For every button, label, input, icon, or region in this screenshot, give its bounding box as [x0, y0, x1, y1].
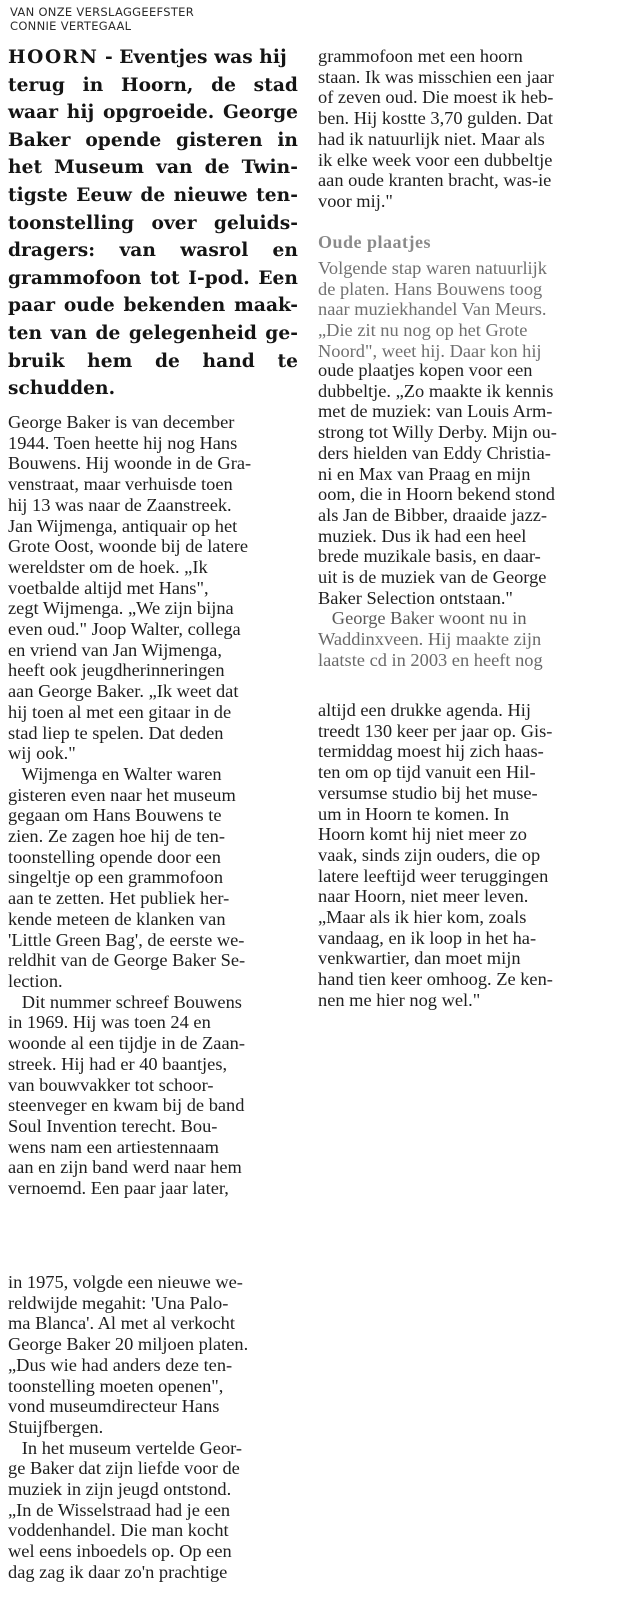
body-line: voddenhandel. Die man kocht [8, 1520, 229, 1541]
body-line: ge Baker dat zijn liefde voor de [8, 1458, 240, 1479]
body-line: grammofoon met een hoorn [318, 46, 523, 66]
body-line: versumse studio bij het muse- [318, 782, 538, 803]
body-line: oude plaatjes kopen voor een [318, 360, 533, 380]
body-line: aan George Baker. „Ik weet dat [8, 681, 239, 702]
body-line: Baker Selection ontstaan." [318, 587, 513, 608]
lead-line: waar hij opgroeide. George [8, 102, 298, 124]
body-line: ten om op tijd vanuit een Hil- [318, 762, 536, 783]
body-line: staan. Ik was misschien een jaar [318, 66, 554, 87]
body-line: had ik natuurlijk niet. Maar als [318, 128, 545, 149]
body-line: voetbalde altijd met Hans", [8, 577, 209, 598]
body-line: Bouwens. Hij woonde in de Gra- [8, 453, 252, 474]
body-line: even oud." Joop Walter, collega [8, 619, 241, 640]
right-column-middle [318, 360, 623, 671]
body-line: muziek in zijn jeugd ontstond. [8, 1479, 232, 1500]
body-line: George Baker 20 miljoen platen. [8, 1334, 249, 1355]
lead-line: Baker opende gisteren in [8, 129, 298, 151]
body-line: latere leeftijd weer teruggingen [318, 865, 549, 886]
body-line: de platen. Hans Bouwens toog [318, 278, 543, 299]
body-line: Wijmenga en Walter waren [8, 763, 222, 784]
body-line: „Maar als ik hier kom, zoals [318, 907, 527, 928]
body-line: Waddinxveen. Hij maakte zijn [318, 629, 542, 650]
dateline-place: HOORN [8, 47, 99, 68]
right-column-bottom [318, 700, 623, 1011]
body-line: in 1969. Hij was toen 24 en [8, 1012, 211, 1033]
body-line: gegaan om Hans Bouwens te [8, 805, 222, 826]
body-line: venkwartier, dan moet mijn [318, 948, 521, 969]
body-line: gisteren even naar het museum [8, 784, 236, 805]
body-line: Stuijfbergen. [8, 1416, 104, 1437]
body-line: 1944. Toen heette hij nog Hans [8, 432, 238, 453]
body-line: woonde al een tijdje in de Zaan- [8, 1033, 245, 1054]
body-line: naar muziekhandel Van Meurs. [318, 299, 547, 320]
body-line: Grote Oost, woonde bij de latere [8, 536, 249, 557]
body-line: wereldster om de hoek. „Ik [8, 556, 208, 577]
body-line: ma Blanca'. Al met al verkocht [8, 1313, 235, 1334]
body-line: dag zag ik daar zo'n prachtige [8, 1561, 228, 1582]
body-line: ik elke week voor een dubbeltje [318, 149, 553, 170]
body-line: George Baker is van december [8, 412, 235, 432]
body-line: toonstelling opende door een [8, 846, 221, 867]
body-line: vernoemd. Een paar jaar later, [8, 1178, 229, 1199]
body-line: oom, die in Hoorn bekend stond [318, 484, 556, 505]
left-column-body [8, 412, 298, 1199]
body-line: termiddag moest hij zich haas- [318, 741, 544, 762]
body-line: heeft ook jeugdherinneringen [8, 660, 225, 681]
byline-reporter-label: VAN ONZE VERSLAGGEEFSTER [10, 5, 195, 19]
body-line: als Jan de Bibber, draaide jazz- [318, 504, 548, 525]
body-line: hand tien keer omhoog. Ze ken- [318, 969, 553, 990]
body-line: en vriend van Jan Wijmenga, [8, 639, 222, 660]
body-line: lection. [8, 970, 63, 991]
lead-line: schudden. [8, 378, 116, 400]
body-line: wij ook." [8, 743, 76, 764]
body-line: strong tot Willy Derby. Mijn ou- [318, 422, 557, 443]
lead-line: tigste Eeuw de nieuwe ten- [8, 184, 298, 206]
body-line: uit is de muziek van de George [318, 567, 547, 588]
body-line: vond museumdirecteur Hans [8, 1396, 220, 1417]
body-line: in 1975, volgde een nieuwe we- [8, 1272, 243, 1292]
body-line: „Dus wie had anders deze ten- [8, 1354, 233, 1375]
body-line: „Die zit nu nog op het Grote [318, 320, 528, 341]
body-line: George Baker woont nu in [318, 608, 527, 629]
body-line: treedt 130 keer per jaar op. Gis- [318, 720, 553, 741]
article-lead [8, 44, 298, 403]
body-line: singeltje op een grammofoon [8, 867, 224, 888]
body-line: met de muziek: van Louis Arm- [318, 401, 553, 422]
body-line: vaak, sinds zijn ouders, die op [318, 844, 541, 865]
body-line: naar Hoorn, niet meer leven. [318, 886, 529, 907]
body-line: brede muzikale basis, en daar- [318, 546, 541, 567]
body-line: dubbeltje. „Zo maakte ik kennis [318, 380, 554, 401]
body-line: kende meteen de klanken van [8, 908, 226, 929]
body-line: aan en zijn band werd naar hem [8, 1157, 242, 1178]
lead-line: HOORN - Eventjes was hij [8, 47, 287, 68]
body-line: laatste cd in 2003 en heeft nog [318, 649, 543, 670]
body-line: ben. Hij kostte 3,70 gulden. Dat [318, 108, 553, 129]
body-line: reldhit van de George Baker Se- [8, 950, 246, 971]
body-line: Soul Invention terecht. Bou- [8, 1115, 218, 1136]
body-line: Hoorn komt hij niet meer zo [318, 824, 527, 845]
section-subheading: Oude plaatjes [318, 232, 432, 252]
body-line: van bouwvakker tot schoor- [8, 1074, 214, 1095]
body-line: Noord", weet hij. Daar kon hij [318, 340, 542, 361]
body-line: Dit nummer schreef Bouwens [8, 991, 242, 1012]
lead-line: paar oude bekenden maak- [8, 295, 298, 317]
body-line: ders hielden van Eddy Christia- [318, 442, 551, 463]
body-line: hij toen al met een gitaar in de [8, 701, 232, 722]
body-line: um in Hoorn te komen. In [318, 803, 510, 824]
lead-line: grammofoon tot I-pod. Een [8, 267, 298, 289]
body-line: „In de Wisselstraad had je een [8, 1499, 231, 1520]
body-line: Jan Wijmenga, antiquair op het [8, 515, 238, 536]
body-line: aan te zetten. Het publiek her- [8, 888, 230, 909]
body-line: 'Little Green Bag', de eerste we- [8, 929, 245, 950]
lead-line: het Museum van de Twin- [8, 157, 298, 179]
body-line: hij 13 was naar de Zaanstreek. [8, 494, 232, 515]
body-line: In het museum vertelde Geor- [8, 1437, 243, 1458]
right-column-faded-block [318, 258, 623, 362]
body-line: of zeven oud. Die moest ik heb- [318, 87, 554, 108]
body-line: altijd een drukke agenda. Hij [318, 700, 531, 720]
body-line: wens nam een artiestennaam [8, 1136, 219, 1157]
body-line: voor mij." [318, 190, 393, 211]
lead-line: bruik hem de hand te [8, 350, 298, 372]
lead-line: toonstelling over geluids- [8, 212, 298, 234]
body-line: toonstelling moeten openen", [8, 1375, 224, 1396]
body-line: reldwijde megahit: 'Una Palo- [8, 1292, 229, 1313]
left-column-continuation [8, 1272, 298, 1583]
body-line: nen me hier nog wel." [318, 989, 481, 1010]
lead-line: ten van de gelegenheid ge- [8, 322, 298, 344]
body-line: steenveger en kwam bij de band [8, 1095, 245, 1116]
body-line: zegt Wijmenga. „We zijn bijna [8, 598, 234, 619]
body-line: streek. Hij had er 40 baantjes, [8, 1053, 228, 1074]
body-line: muziek. Dus ik had een heel [318, 525, 527, 546]
lead-line: terug in Hoorn, de stad [8, 74, 298, 96]
body-line: venstraat, maar verhuisde toen [8, 474, 233, 495]
body-line: vandaag, en ik loop in het ha- [318, 927, 537, 948]
body-line: aan oude kranten bracht, was-ie [318, 170, 552, 191]
lead-line: dragers: van wasrol en [8, 240, 298, 262]
body-line: wel eens inboedels op. Op een [8, 1541, 232, 1562]
body-line: Volgende stap waren natuurlijk [318, 258, 547, 278]
right-column-top [318, 46, 623, 212]
body-line: zien. Ze zagen hoe hij de ten- [8, 826, 226, 847]
byline-author-name: CONNIE VERTEGAAL [10, 19, 132, 33]
body-line: stad liep te spelen. Dat deden [8, 722, 224, 743]
body-line: ni en Max van Praag en mijn [318, 463, 531, 484]
